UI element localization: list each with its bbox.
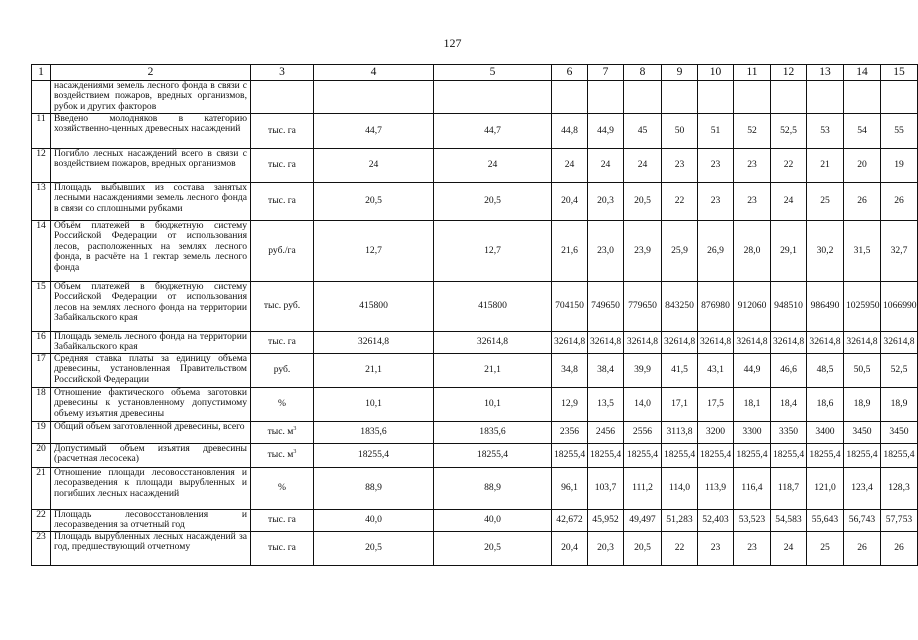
unit-cell (251, 353, 314, 387)
value-cell: 32614,8 (844, 332, 881, 354)
value-cell: 32614,8 (434, 332, 552, 354)
value-cell: 12,7 (434, 221, 552, 282)
value-cell: 876980 (698, 282, 734, 332)
value-cell: 121,0 (807, 467, 844, 509)
value-cell: 57,753 (881, 509, 918, 531)
indicator-name: Средняя ставка платы за единицу объема древесины, установленная Правительством Российской Федерации (51, 353, 251, 387)
value-cell: 30,2 (807, 221, 844, 282)
unit-label: тыс. га (268, 159, 296, 171)
value-cell: 18255,4 (698, 443, 734, 467)
unit-label: % (278, 482, 286, 494)
value-cell: 32614,8 (807, 332, 844, 354)
unit-label: руб./га (268, 244, 296, 256)
value-cell: 51,283 (662, 509, 698, 531)
unit-label: тыс. м (267, 426, 294, 438)
value-cell: 1835,6 (434, 421, 552, 443)
value-cell: 20,5 (624, 531, 662, 565)
value-cell: 18255,4 (662, 443, 698, 467)
column-header: 15 (881, 65, 918, 81)
value-cell: 21 (807, 149, 844, 183)
table-row (32, 467, 918, 509)
value-cell: 2556 (624, 421, 662, 443)
value-cell: 32614,8 (881, 332, 918, 354)
indicator-name: насаждениями земель лесного фонда в связи с воздействием пожаров, вредных организмов, рубок и других факторов (51, 81, 251, 114)
table-row (32, 531, 918, 565)
unit-cell (251, 421, 314, 443)
value-cell: 29,1 (771, 221, 807, 282)
unit-cell (251, 149, 314, 183)
value-cell: 21,1 (434, 353, 552, 387)
column-header: 7 (588, 65, 624, 81)
value-cell: 23,0 (588, 221, 624, 282)
column-header: 9 (662, 65, 698, 81)
value-cell (434, 81, 552, 114)
indicators-table (31, 64, 918, 566)
value-cell: 39,9 (624, 353, 662, 387)
value-cell: 45 (624, 114, 662, 149)
table-row (32, 387, 918, 421)
unit-superscript: 3 (293, 448, 297, 455)
value-cell: 1066990 (881, 282, 918, 332)
column-header: 8 (624, 65, 662, 81)
column-header: 5 (434, 65, 552, 81)
row-number: 11 (32, 114, 51, 149)
value-cell: 88,9 (434, 467, 552, 509)
value-cell: 50 (662, 114, 698, 149)
table-row (32, 353, 918, 387)
value-cell: 26 (881, 183, 918, 221)
column-header: 4 (314, 65, 434, 81)
column-header: 3 (251, 65, 314, 81)
value-cell: 18,9 (844, 387, 881, 421)
unit-cell (251, 183, 314, 221)
value-cell (314, 81, 434, 114)
value-cell: 26 (844, 183, 881, 221)
value-cell: 56,743 (844, 509, 881, 531)
value-cell: 32614,8 (552, 332, 588, 354)
value-cell: 12,9 (552, 387, 588, 421)
value-cell: 19 (881, 149, 918, 183)
value-cell: 41,5 (662, 353, 698, 387)
value-cell: 23 (698, 149, 734, 183)
indicator-name: Введено молодняков в категорию хозяйственно-ценных древесных насаждений (51, 114, 251, 149)
unit-label: тыс. га (268, 542, 296, 554)
value-cell: 54 (844, 114, 881, 149)
row-number: 15 (32, 282, 51, 332)
value-cell: 18255,4 (434, 443, 552, 467)
value-cell (552, 81, 588, 114)
value-cell: 18,6 (807, 387, 844, 421)
value-cell: 18255,4 (807, 443, 844, 467)
value-cell: 22 (662, 183, 698, 221)
value-cell: 24 (624, 149, 662, 183)
value-cell: 24 (552, 149, 588, 183)
value-cell: 986490 (807, 282, 844, 332)
value-cell: 13,5 (588, 387, 624, 421)
unit-label: тыс. га (268, 336, 296, 348)
value-cell: 51 (698, 114, 734, 149)
table-row (32, 282, 918, 332)
unit-cell (251, 221, 314, 282)
value-cell: 3200 (698, 421, 734, 443)
value-cell: 32614,8 (588, 332, 624, 354)
value-cell: 113,9 (698, 467, 734, 509)
value-cell: 128,3 (881, 467, 918, 509)
value-cell: 20,3 (588, 531, 624, 565)
value-cell: 23 (662, 149, 698, 183)
value-cell: 2356 (552, 421, 588, 443)
value-cell: 3113,8 (662, 421, 698, 443)
value-cell: 49,497 (624, 509, 662, 531)
value-cell: 24 (314, 149, 434, 183)
unit-label: руб. (273, 364, 291, 376)
indicator-name: Объем платежей в бюджетную систему Российской Федерации от использования лесов на землях лесного фонда на территории Забайкальского края (51, 282, 251, 332)
value-cell: 23 (734, 149, 771, 183)
value-cell: 20,5 (434, 531, 552, 565)
value-cell: 20,5 (434, 183, 552, 221)
unit-label: тыс. га (268, 124, 296, 136)
unit-label: тыс. м (267, 449, 294, 461)
value-cell: 88,9 (314, 467, 434, 509)
value-cell: 111,2 (624, 467, 662, 509)
table-row (32, 509, 918, 531)
value-cell: 779650 (624, 282, 662, 332)
value-cell: 118,7 (771, 467, 807, 509)
row-number: 21 (32, 467, 51, 509)
value-cell: 843250 (662, 282, 698, 332)
value-cell: 44,9 (588, 114, 624, 149)
column-header: 6 (552, 65, 588, 81)
column-header: 12 (771, 65, 807, 81)
value-cell (662, 81, 698, 114)
value-cell: 24 (434, 149, 552, 183)
value-cell (844, 81, 881, 114)
unit-cell (251, 387, 314, 421)
value-cell: 948510 (771, 282, 807, 332)
value-cell: 53,523 (734, 509, 771, 531)
value-cell: 52,5 (771, 114, 807, 149)
value-cell: 44,7 (434, 114, 552, 149)
column-header: 13 (807, 65, 844, 81)
row-number: 23 (32, 531, 51, 565)
indicator-name: Отношение площади лесовосстановления и лесоразведения к площади вырубленных и погибших лесных насаждений (51, 467, 251, 509)
value-cell: 20,4 (552, 531, 588, 565)
value-cell (624, 81, 662, 114)
unit-superscript: 3 (293, 425, 297, 432)
value-cell: 23 (698, 531, 734, 565)
value-cell (807, 81, 844, 114)
indicator-name: Площадь земель лесного фонда на территории Забайкальского края (51, 332, 251, 354)
value-cell: 18255,4 (314, 443, 434, 467)
value-cell: 44,8 (552, 114, 588, 149)
value-cell: 26 (881, 531, 918, 565)
indicator-name: Допустимый объем изъятия древесины (расчетная лесосека) (51, 443, 251, 467)
table-header-row (32, 65, 918, 81)
value-cell: 18255,4 (734, 443, 771, 467)
value-cell: 20,5 (314, 531, 434, 565)
value-cell: 32614,8 (734, 332, 771, 354)
row-number: 14 (32, 221, 51, 282)
unit-cell (251, 443, 314, 467)
indicator-name: Отношение фактического объема заготовки древесины к установленному допустимому объему изъятия древесины (51, 387, 251, 421)
unit-cell (251, 509, 314, 531)
value-cell: 24 (771, 183, 807, 221)
value-cell: 21,1 (314, 353, 434, 387)
value-cell: 103,7 (588, 467, 624, 509)
unit-cell (251, 332, 314, 354)
value-cell (698, 81, 734, 114)
table-row (32, 149, 918, 183)
column-header: 14 (844, 65, 881, 81)
value-cell: 18,9 (881, 387, 918, 421)
value-cell: 3350 (771, 421, 807, 443)
row-number: 17 (32, 353, 51, 387)
value-cell: 116,4 (734, 467, 771, 509)
row-number: 22 (32, 509, 51, 531)
unit-cell (251, 81, 314, 114)
unit-label: % (278, 398, 286, 410)
value-cell: 20,4 (552, 183, 588, 221)
value-cell (771, 81, 807, 114)
value-cell: 52 (734, 114, 771, 149)
value-cell (881, 81, 918, 114)
value-cell: 10,1 (434, 387, 552, 421)
value-cell: 52,5 (881, 353, 918, 387)
value-cell: 55,643 (807, 509, 844, 531)
value-cell: 24 (588, 149, 624, 183)
unit-cell (251, 282, 314, 332)
unit-label: тыс. руб. (263, 300, 301, 312)
value-cell: 46,6 (771, 353, 807, 387)
value-cell (734, 81, 771, 114)
value-cell: 50,5 (844, 353, 881, 387)
indicator-name: Площадь вырубленных лесных насаждений за год, предшествующий отчетному (51, 531, 251, 565)
row-number: 16 (32, 332, 51, 354)
value-cell: 34,8 (552, 353, 588, 387)
value-cell: 31,5 (844, 221, 881, 282)
value-cell: 18,1 (734, 387, 771, 421)
value-cell: 32614,8 (624, 332, 662, 354)
value-cell: 45,952 (588, 509, 624, 531)
value-cell: 32614,8 (314, 332, 434, 354)
table-row (32, 81, 918, 114)
value-cell: 1835,6 (314, 421, 434, 443)
row-number (32, 81, 51, 114)
value-cell: 25 (807, 531, 844, 565)
row-number: 12 (32, 149, 51, 183)
value-cell: 20,5 (314, 183, 434, 221)
value-cell: 38,4 (588, 353, 624, 387)
value-cell: 48,5 (807, 353, 844, 387)
unit-label: тыс. га (268, 514, 296, 526)
value-cell: 912060 (734, 282, 771, 332)
table-row (32, 421, 918, 443)
value-cell: 17,1 (662, 387, 698, 421)
value-cell: 3450 (844, 421, 881, 443)
value-cell: 28,0 (734, 221, 771, 282)
value-cell: 22 (662, 531, 698, 565)
value-cell: 40,0 (434, 509, 552, 531)
indicator-name: Погибло лесных насаждений всего в связи с воздействием пожаров, вредных организмов (51, 149, 251, 183)
value-cell: 55 (881, 114, 918, 149)
column-header: 2 (51, 65, 251, 81)
value-cell: 53 (807, 114, 844, 149)
row-number: 13 (32, 183, 51, 221)
value-cell: 415800 (434, 282, 552, 332)
value-cell: 20,3 (588, 183, 624, 221)
table-row (32, 114, 918, 149)
column-header: 1 (32, 65, 51, 81)
value-cell: 43,1 (698, 353, 734, 387)
column-header: 10 (698, 65, 734, 81)
value-cell: 23 (698, 183, 734, 221)
value-cell: 18255,4 (552, 443, 588, 467)
value-cell: 3300 (734, 421, 771, 443)
value-cell: 20,5 (624, 183, 662, 221)
value-cell: 415800 (314, 282, 434, 332)
table-row (32, 443, 918, 467)
row-number: 19 (32, 421, 51, 443)
value-cell: 12,7 (314, 221, 434, 282)
unit-cell (251, 531, 314, 565)
page-number: 127 (443, 36, 462, 50)
value-cell: 32,7 (881, 221, 918, 282)
row-number: 18 (32, 387, 51, 421)
value-cell: 25,9 (662, 221, 698, 282)
value-cell: 22 (771, 149, 807, 183)
value-cell: 24 (771, 531, 807, 565)
value-cell: 18255,4 (881, 443, 918, 467)
value-cell: 114,0 (662, 467, 698, 509)
unit-cell (251, 114, 314, 149)
value-cell: 123,4 (844, 467, 881, 509)
value-cell: 18255,4 (588, 443, 624, 467)
value-cell: 26,9 (698, 221, 734, 282)
value-cell: 52,403 (698, 509, 734, 531)
value-cell: 42,672 (552, 509, 588, 531)
value-cell: 32614,8 (771, 332, 807, 354)
table-row (32, 221, 918, 282)
unit-cell (251, 467, 314, 509)
table-row (32, 332, 918, 354)
value-cell: 10,1 (314, 387, 434, 421)
value-cell: 23 (734, 531, 771, 565)
column-header: 11 (734, 65, 771, 81)
value-cell: 26 (844, 531, 881, 565)
value-cell: 3400 (807, 421, 844, 443)
value-cell: 23 (734, 183, 771, 221)
value-cell: 749650 (588, 282, 624, 332)
value-cell (588, 81, 624, 114)
unit-label: тыс. га (268, 195, 296, 207)
value-cell: 44,9 (734, 353, 771, 387)
table-row (32, 183, 918, 221)
value-cell: 32614,8 (662, 332, 698, 354)
value-cell: 18,4 (771, 387, 807, 421)
value-cell: 40,0 (314, 509, 434, 531)
value-cell: 21,6 (552, 221, 588, 282)
indicator-name: Общий объем заготовленной древесины, всего (51, 421, 251, 443)
indicator-name: Площадь лесовосстановления и лесоразведения за отчетный год (51, 509, 251, 531)
value-cell: 44,7 (314, 114, 434, 149)
value-cell: 54,583 (771, 509, 807, 531)
value-cell: 14,0 (624, 387, 662, 421)
indicator-name: Объём платежей в бюджетную систему Российской Федерации от использования лесов, расположенных на землях лесного фонда, в расчёте на 1 гектар земель лесного фонда (51, 221, 251, 282)
value-cell: 23,9 (624, 221, 662, 282)
value-cell: 704150 (552, 282, 588, 332)
value-cell: 17,5 (698, 387, 734, 421)
value-cell: 18255,4 (844, 443, 881, 467)
indicator-name: Площадь выбывших из состава занятых лесными насаждениями земель лесного фонда в связи со сплошными рубками (51, 183, 251, 221)
value-cell: 1025950 (844, 282, 881, 332)
value-cell: 18255,4 (771, 443, 807, 467)
value-cell: 2456 (588, 421, 624, 443)
value-cell: 32614,8 (698, 332, 734, 354)
value-cell: 18255,4 (624, 443, 662, 467)
row-number: 20 (32, 443, 51, 467)
value-cell: 20 (844, 149, 881, 183)
value-cell: 3450 (881, 421, 918, 443)
value-cell: 96,1 (552, 467, 588, 509)
value-cell: 25 (807, 183, 844, 221)
